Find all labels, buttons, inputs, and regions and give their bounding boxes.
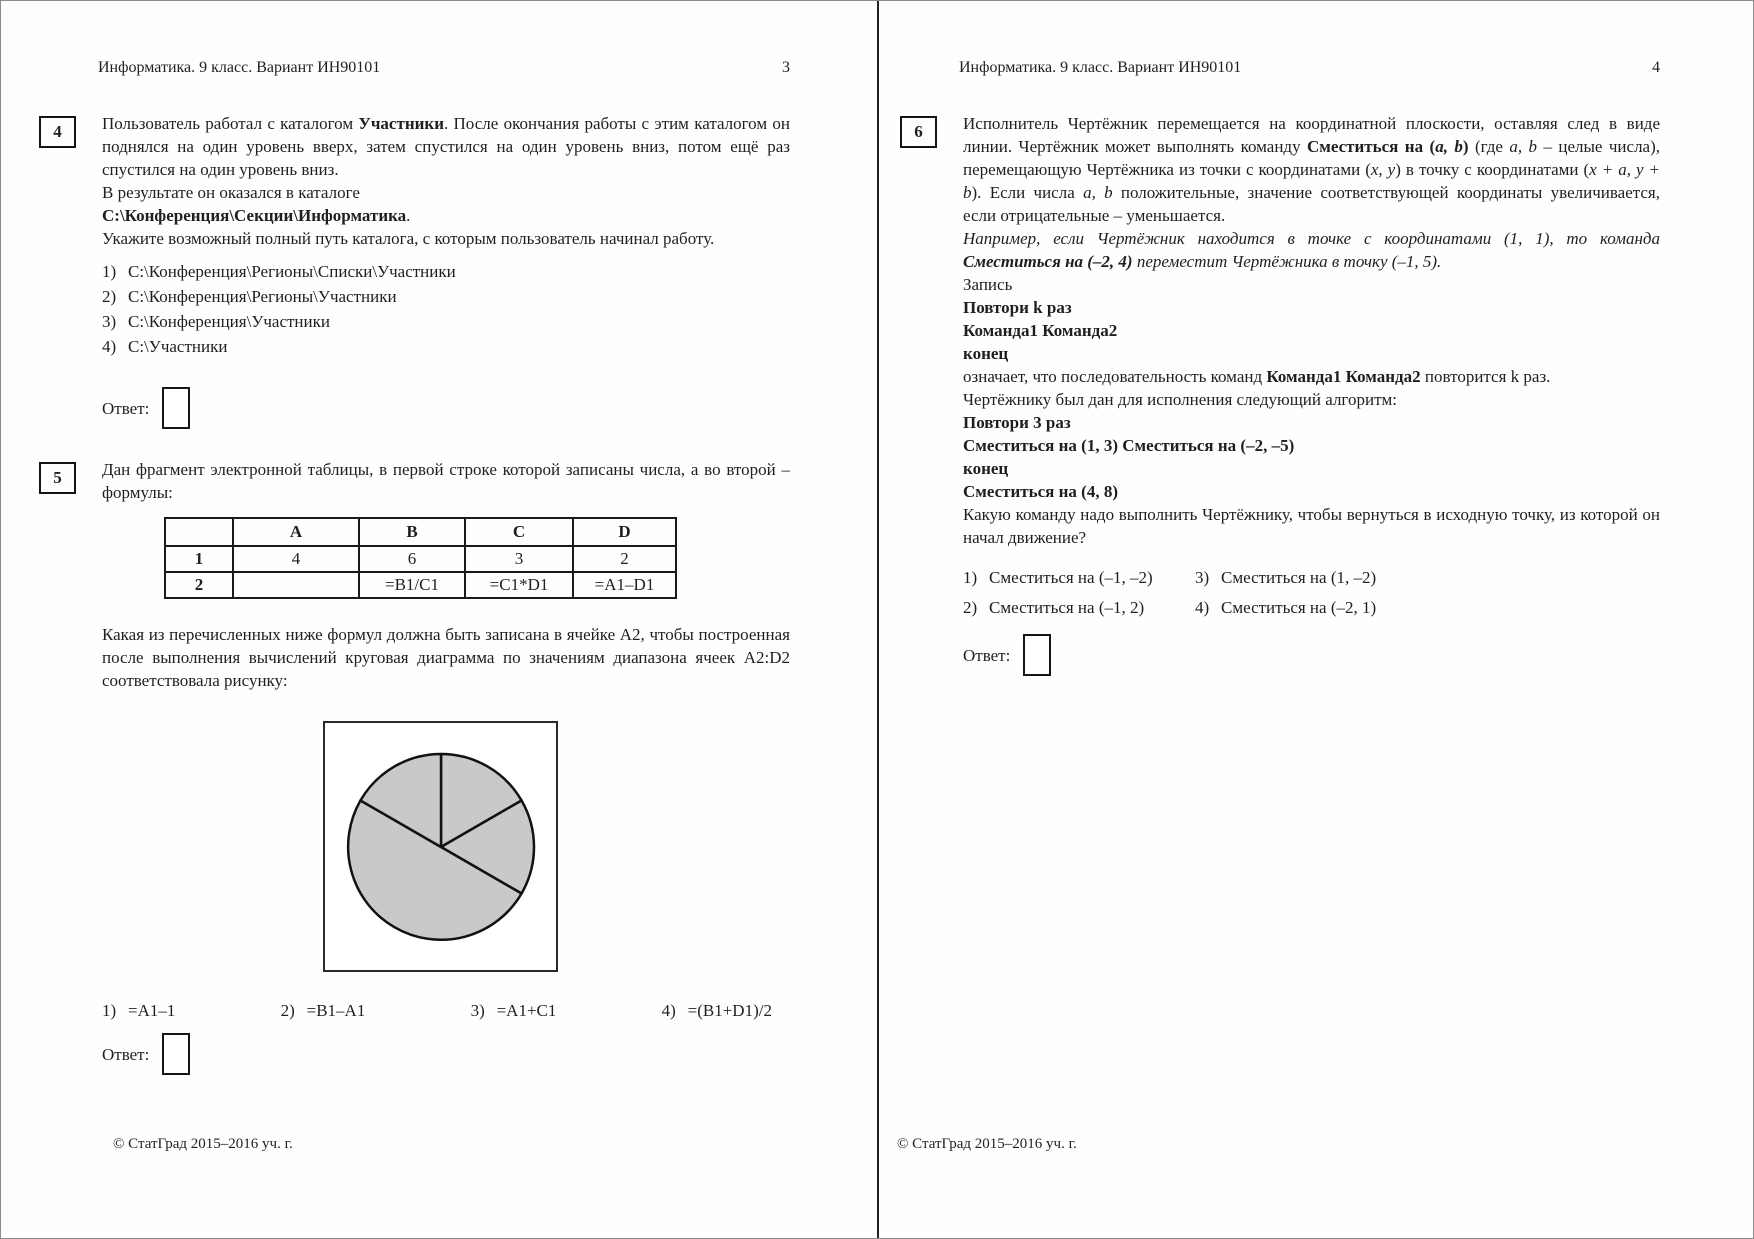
option-number: 1) bbox=[102, 1001, 117, 1020]
paragraph bbox=[102, 181, 790, 204]
table-row bbox=[165, 518, 676, 546]
text-segment: повторится k раз. bbox=[1420, 367, 1551, 386]
text-segment: Сместиться на ( bbox=[1307, 137, 1436, 156]
text-segment: C:\Конференция\Секции\Информатика bbox=[102, 206, 407, 225]
table-cell: 2 bbox=[165, 572, 233, 598]
text-segment: Какую команду надо выполнить Чертёжнику, чтобы вернуться в исходную точку, из которой он начал движение? bbox=[963, 505, 1660, 547]
table-header-cell: C bbox=[465, 518, 573, 546]
option-item bbox=[1195, 595, 1660, 620]
paragraph bbox=[963, 227, 1660, 273]
option-item bbox=[102, 284, 790, 309]
question-body bbox=[963, 112, 1660, 676]
option-number: 1) bbox=[963, 568, 978, 587]
text-segment: x, y bbox=[1370, 160, 1396, 179]
question-body bbox=[102, 458, 790, 1075]
table-cell: 2 bbox=[573, 546, 676, 572]
paragraph: Дан фрагмент электронной таблицы, в первой строке которой записаны числа, а во второй – формулы: bbox=[102, 460, 790, 502]
text-segment: Повтори k раз bbox=[963, 298, 1072, 317]
table-cell: 3 bbox=[465, 546, 573, 572]
page-4 bbox=[877, 1, 1753, 1238]
option-number: 4) bbox=[1195, 598, 1210, 617]
text-segment: конец bbox=[963, 459, 1009, 478]
paragraph bbox=[963, 296, 1660, 319]
text-segment: x + a, y + b bbox=[963, 160, 1660, 202]
option-text: Сместиться на (–1, 2) bbox=[989, 598, 1145, 617]
answer-row bbox=[102, 1033, 790, 1075]
paragraph bbox=[963, 411, 1660, 434]
option-item bbox=[963, 595, 1195, 620]
table-cell: =A1–D1 bbox=[573, 572, 676, 598]
option-item bbox=[662, 998, 772, 1023]
option-number: 4) bbox=[102, 337, 117, 356]
answer-label: Ответ: bbox=[963, 645, 1011, 665]
text-segment: Запись bbox=[963, 275, 1013, 294]
text-segment: a, b bbox=[1509, 137, 1538, 156]
question-4 bbox=[39, 112, 790, 429]
paragraph: Какая из перечисленных ниже формул должна быть записана в ячейке A2, чтобы построенная после выполнения вычислений круговая диаграмма по значениям диапазона ячеек A2:D2 соответствовала рисунку: bbox=[102, 625, 790, 690]
text-segment: конец bbox=[963, 344, 1009, 363]
question-number-box: 4 bbox=[39, 116, 76, 148]
table-row bbox=[165, 572, 676, 598]
answer-row bbox=[102, 387, 790, 429]
text-segment: Участники bbox=[358, 114, 444, 133]
text-segment: Исполнитель Чертёжник перемещается на координатной плоскости, оставляя след в виде линии. Чертёжник может выполнять команду bbox=[963, 114, 1660, 156]
text-segment: ). Если числа bbox=[971, 183, 1084, 202]
text-segment: Чертёжнику был дан для исполнения следующий алгоритм: bbox=[963, 390, 1397, 409]
table-row bbox=[165, 546, 676, 572]
paragraph bbox=[963, 480, 1660, 503]
text-segment: переместит Чертёжника в точку (–1, 5). bbox=[1132, 252, 1442, 271]
options-row bbox=[102, 998, 790, 1023]
options-list bbox=[102, 259, 790, 359]
option-text: =A1–1 bbox=[128, 1001, 176, 1020]
option-item bbox=[102, 334, 790, 359]
text-segment: Повтори 3 раз bbox=[963, 413, 1071, 432]
paragraph bbox=[963, 319, 1660, 342]
option-item bbox=[102, 259, 790, 284]
text-segment: ) в точку с координатами ( bbox=[1395, 160, 1590, 179]
text-segment: положительные, значение соответствующей координаты увеличивается, если отрицательные – уменьшается. bbox=[963, 183, 1660, 225]
option-number: 1) bbox=[102, 262, 117, 281]
paragraph bbox=[102, 227, 790, 250]
paragraph bbox=[963, 273, 1660, 296]
paragraph bbox=[963, 342, 1660, 365]
text-segment: (где bbox=[1468, 137, 1510, 156]
option-item bbox=[963, 565, 1195, 590]
paragraph bbox=[102, 112, 790, 181]
paragraph bbox=[963, 365, 1660, 388]
answer-label: Ответ: bbox=[102, 1044, 150, 1064]
text-segment: Команда1 Команда2 bbox=[1266, 367, 1421, 386]
option-number: 4) bbox=[661, 1001, 676, 1020]
table-cell: 4 bbox=[233, 546, 359, 572]
text-segment: Сместиться на (–2, 4) bbox=[963, 252, 1133, 271]
option-item bbox=[471, 998, 557, 1023]
option-text: =A1+C1 bbox=[496, 1001, 557, 1020]
option-text: Сместиться на (–2, 1) bbox=[1221, 598, 1377, 617]
paragraph bbox=[963, 434, 1660, 457]
option-number: 2) bbox=[280, 1001, 295, 1020]
text-segment: ) bbox=[1462, 137, 1469, 156]
page-header bbox=[98, 56, 790, 79]
paragraph bbox=[963, 112, 1660, 227]
page-number: 3 bbox=[782, 59, 790, 76]
paragraph bbox=[102, 204, 790, 227]
table-header-cell: A bbox=[233, 518, 359, 546]
question-number-box: 5 bbox=[39, 462, 76, 494]
table-header-cell: D bbox=[573, 518, 676, 546]
option-text: C:\Конференция\Регионы\Списки\Участники bbox=[128, 262, 456, 281]
table-cell: =C1*D1 bbox=[465, 572, 573, 598]
page-footer: © СтатГрад 2015–2016 уч. г. bbox=[897, 1136, 1077, 1152]
text-segment: В результате он оказался в каталоге bbox=[102, 183, 360, 202]
option-item bbox=[281, 998, 366, 1023]
option-text: Сместиться на (–1, –2) bbox=[989, 568, 1153, 587]
pie-chart-figure bbox=[323, 721, 558, 972]
option-number: 3) bbox=[102, 312, 117, 331]
answer-box bbox=[1023, 634, 1051, 676]
option-number: 3) bbox=[1195, 568, 1210, 587]
answer-box bbox=[162, 1033, 190, 1075]
question-number-box: 6 bbox=[900, 116, 937, 148]
option-item bbox=[102, 309, 790, 334]
text-segment: – целые числа), перемещающую Чертёжника из точки с координатами ( bbox=[963, 137, 1661, 179]
question-body bbox=[102, 112, 790, 429]
answer-row bbox=[963, 634, 1660, 676]
option-text: C:\Участники bbox=[128, 337, 228, 356]
option-text: C:\Конференция\Регионы\Участники bbox=[128, 287, 397, 306]
answer-box bbox=[162, 387, 190, 429]
text-segment: Сместиться на (1, 3) Сместиться на (–2, –5) bbox=[963, 436, 1295, 455]
option-text: =B1–A1 bbox=[306, 1001, 366, 1020]
option-text: Сместиться на (1, –2) bbox=[1221, 568, 1377, 587]
question-5 bbox=[39, 458, 790, 1075]
page-number: 4 bbox=[1652, 59, 1660, 76]
option-text: =(B1+D1)/2 bbox=[687, 1001, 772, 1020]
answer-label: Ответ: bbox=[102, 398, 150, 418]
question-6 bbox=[900, 112, 1660, 676]
pie-chart bbox=[341, 741, 541, 953]
page-3 bbox=[1, 1, 877, 1238]
text-segment: Укажите возможный полный путь каталога, с которым пользователь начинал работу. bbox=[102, 229, 715, 248]
paragraph bbox=[963, 503, 1660, 549]
text-segment: . bbox=[406, 206, 411, 225]
table-cell bbox=[233, 572, 359, 598]
header-title: Информатика. 9 класс. Вариант ИН90101 bbox=[98, 59, 381, 76]
option-number: 3) bbox=[470, 1001, 485, 1020]
text-segment: Сместиться на (4, 8) bbox=[963, 482, 1119, 501]
option-text: C:\Конференция\Участники bbox=[128, 312, 330, 331]
option-number: 2) bbox=[963, 598, 978, 617]
option-item bbox=[1195, 565, 1660, 590]
text-segment: a, b bbox=[1435, 137, 1463, 156]
header-title: Информатика. 9 класс. Вариант ИН90101 bbox=[959, 59, 1242, 76]
option-item bbox=[102, 998, 175, 1023]
paragraph bbox=[963, 388, 1660, 411]
option-number: 2) bbox=[102, 287, 117, 306]
table-header-cell bbox=[165, 518, 233, 546]
options-list bbox=[963, 565, 1660, 620]
text-segment: a, b bbox=[1083, 183, 1113, 202]
table-header-cell: B bbox=[359, 518, 465, 546]
table-cell: =B1/C1 bbox=[359, 572, 465, 598]
paragraph bbox=[963, 457, 1660, 480]
page-header bbox=[959, 56, 1660, 79]
text-segment: Пользователь работал с каталогом bbox=[102, 114, 359, 133]
spreadsheet-table bbox=[164, 517, 677, 599]
text-segment: Команда1 Команда2 bbox=[963, 321, 1118, 340]
text-segment: . После окончания работы с этим каталогом он поднялся на один уровень вверх, затем спустился на один уровень вниз, потом ещё раз спустился на один уровень вниз. bbox=[102, 114, 790, 179]
text-segment: означает, что последовательность команд bbox=[963, 367, 1267, 386]
page-footer: © СтатГрад 2015–2016 уч. г. bbox=[113, 1136, 293, 1152]
table-cell: 6 bbox=[359, 546, 465, 572]
table-cell: 1 bbox=[165, 546, 233, 572]
text-segment: Например, если Чертёжник находится в точке с координатами (1, 1), то команда bbox=[963, 229, 1660, 248]
